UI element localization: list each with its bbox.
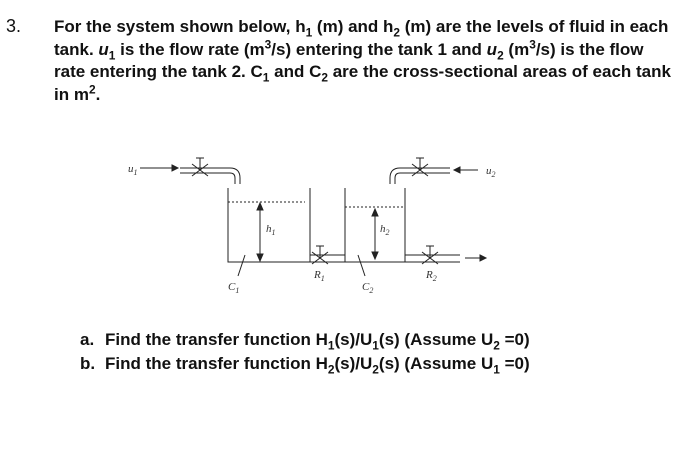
question-parts xyxy=(80,330,530,378)
inlet-pipe-1 xyxy=(180,168,240,184)
part-text: Find the transfer function $H_1(s)/U_1(s)$ (Assume $U_2 =0$) xyxy=(105,330,530,353)
q-line2d: (m xyxy=(503,39,530,59)
c1-label: $C_1$ xyxy=(228,281,240,295)
u1-label: $u_1$ xyxy=(128,163,138,177)
q-sub: 1 xyxy=(108,47,116,62)
u2-label: $u_2$ xyxy=(486,165,496,179)
q-line4-end: . xyxy=(95,84,101,104)
arrowhead xyxy=(454,167,460,173)
q-line2c: /s) entering the tank 1 and xyxy=(271,39,487,59)
h2-label: $h_2$ xyxy=(380,223,390,237)
arrowhead xyxy=(372,209,378,216)
arrowhead xyxy=(480,255,486,261)
q-u-var: u xyxy=(486,39,498,59)
q-sup: 2 xyxy=(88,81,96,96)
q-line2a: tank. xyxy=(54,39,99,59)
part-letter: b. xyxy=(80,354,96,373)
c2-pointer xyxy=(358,255,365,276)
q-line3c: are the cross-sectional areas of each tank xyxy=(327,62,671,81)
q-sub: 2 xyxy=(321,70,328,85)
q-sup: 3 xyxy=(529,36,536,51)
q-sub: 1 xyxy=(305,25,313,40)
q-line3: rate entering the tank 2. C xyxy=(54,62,263,81)
tank-system-diagram xyxy=(100,140,520,300)
question-number: 3. xyxy=(6,16,22,36)
q-sub: 2 xyxy=(497,47,504,62)
c2-label: $C_2$ xyxy=(362,281,374,295)
part-letter: a. xyxy=(80,330,95,349)
q-line2b: is the flow rate (m xyxy=(115,39,265,59)
part-a xyxy=(80,330,530,353)
q-line3b: and C xyxy=(269,62,322,81)
r2-label: $R_2$ xyxy=(426,269,437,283)
part-text: Find the transfer function $H_2(s)/U_2(s)$ (Assume $U_1 =0$) xyxy=(105,354,530,377)
q-sup: 3 xyxy=(264,36,272,51)
q-sub: 1 xyxy=(262,70,270,85)
arrowhead xyxy=(372,252,378,259)
q-line1a: For the system shown below, h xyxy=(54,17,306,36)
c1-pointer xyxy=(238,255,245,276)
arrowhead xyxy=(172,165,178,171)
h1-label: $h_1$ xyxy=(266,223,276,237)
q-line1b: (m) and h xyxy=(312,17,394,36)
part-b xyxy=(80,354,530,377)
q-line1c: (m) are the levels of fluid in each xyxy=(400,17,669,36)
q-sub: 2 xyxy=(393,25,401,40)
arrowhead xyxy=(257,203,263,210)
q-u-var: u xyxy=(98,39,109,59)
r1-label: $R_1$ xyxy=(314,269,325,283)
question-text xyxy=(54,16,674,106)
arrowhead xyxy=(257,254,263,261)
q-line4: in m xyxy=(54,84,89,104)
q-line2e: /s) is the flow xyxy=(535,39,644,59)
